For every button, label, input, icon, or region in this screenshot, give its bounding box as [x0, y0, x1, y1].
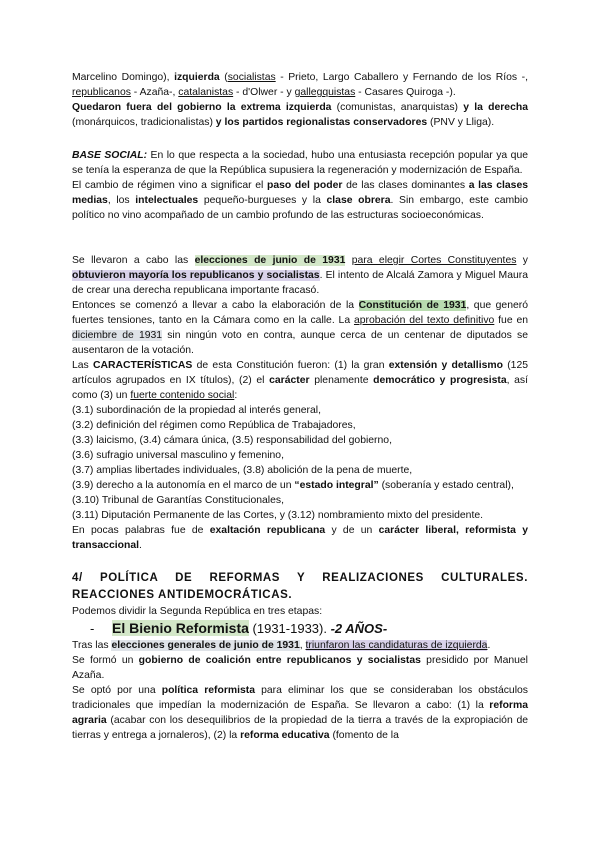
base-social-label: BASE SOCIAL:	[72, 150, 148, 161]
text: (monárquicos, tradicionalistas)	[72, 117, 216, 128]
text: pequeño-burgueses y la	[198, 195, 327, 206]
highlighted-underlined-text: triunfaron las candidaturas de izquierda	[305, 640, 488, 651]
highlighted-bold-text: elecciones de junio de 1931	[194, 255, 346, 266]
bold-italic-text: -2 AÑOS-	[330, 621, 388, 636]
paragraph-regime-change	[72, 178, 528, 223]
list-item: (3.1) subordinación de la propiedad al interés general,	[72, 405, 321, 416]
bold-text: reforma educativa	[240, 730, 330, 741]
bold-text: política reformista	[161, 685, 256, 696]
list-item: (3.10) Tribunal de Garantías Constitucionales,	[72, 495, 284, 506]
underlined-text: fuerte contenido social	[130, 390, 235, 401]
underlined-text: catalanistas	[178, 87, 234, 98]
highlighted-bold-text: elecciones generales de junio de 1931	[111, 640, 300, 651]
list-item: (3.3) laicismo, (3.4) cámara única, (3.5) responsabilidad del gobierno,	[72, 435, 392, 446]
text: (1931-1933).	[248, 621, 331, 636]
text: , así como (3) un	[72, 375, 528, 401]
text: Se llevaron a cabo las	[72, 255, 195, 266]
text: - d'Olwer - y	[233, 87, 295, 98]
underlined-text: gallegquistas	[294, 87, 356, 98]
section-intro: Podemos dividir la Segunda República en tres etapas:	[72, 606, 323, 617]
bullet-dash: -	[90, 621, 95, 636]
paragraph-constitution	[72, 298, 528, 358]
text: - Prieto, Largo Caballero y Fernando de los Ríos -,	[275, 72, 528, 83]
text: plenamente	[309, 375, 374, 386]
paragraph-excluded-parties	[72, 100, 528, 130]
bold-text: CARACTERÍSTICAS	[93, 360, 193, 371]
document-page	[72, 70, 528, 743]
list-item: (3.7) amplias libertades individuales, (3.8) abolición de la pena de muerte,	[72, 465, 413, 476]
paragraph-coalition	[72, 653, 528, 683]
text: - Azaña-,	[130, 87, 179, 98]
text: de las clases dominantes	[342, 180, 469, 191]
bold-text: Quedaron fuera del gobierno la extrema izquierda	[72, 102, 332, 113]
text: . El intento de Alcalá Zamora y Miguel Maura de crear una derecha republicana importante fracasó.	[72, 270, 528, 296]
text: En pocas palabras fue de	[72, 525, 210, 536]
text: , que generó fuertes tensiones, tanto en la Cámara como en la calle. La	[72, 300, 528, 326]
text: (fomento de la	[329, 730, 399, 741]
bold-text: intelectuales	[135, 195, 199, 206]
bold-text: y la derecha	[463, 102, 528, 113]
paragraph-reformist-policy	[72, 683, 528, 743]
underlined-text: aprobación del texto definitivo	[353, 315, 495, 326]
text: El cambio de régimen vino a significar el	[72, 180, 267, 191]
list-item: (3.2) definición del régimen como República de Trabajadores,	[72, 420, 356, 431]
paragraph-characteristics	[72, 358, 528, 403]
text: de esta Constitución fueron: (1) la gran	[192, 360, 389, 371]
text: fue en	[494, 315, 528, 326]
bold-text: democrático y progresista	[373, 375, 507, 386]
text: :	[234, 390, 238, 401]
highlighted-bold-text: obtuvieron mayoría los republicanos y socialistas	[72, 270, 320, 281]
list-item: (3.6) sufragio universal masculino y femenino,	[72, 450, 284, 461]
underlined-text: republicanos	[72, 87, 131, 98]
bold-text: y los partidos regionalistas conservadores	[215, 117, 428, 128]
text: sin ningún voto en contra, aunque cerca de un centenar de diputados se ausentaron de la votación.	[72, 330, 528, 356]
list-item	[72, 478, 528, 493]
bienio-heading	[90, 619, 528, 638]
text: (PNV y Lliga).	[427, 117, 495, 128]
text: (125 artículos agrupados en IX títulos), (2) el	[72, 360, 529, 386]
text: para eliminar los que se consideraban los obstáculos tradicionales que impedían la modernización de España. Se llevaron a cabo: (1) la	[72, 685, 528, 711]
highlighted-bold-text: El Bienio Reformista	[112, 620, 249, 636]
paragraph-base-social	[72, 148, 528, 178]
underlined-text: socialistas	[227, 72, 276, 83]
bold-text: exaltación republicana	[209, 525, 326, 536]
text: Las	[72, 360, 94, 371]
text: - Casares Quiroga -).	[355, 87, 456, 98]
text: ,	[299, 640, 306, 651]
bold-text: gobierno de coalición entre republicanos y socialistas	[138, 655, 421, 666]
bold-text: carácter liberal, reformista y transaccional	[72, 525, 529, 551]
text: Se optó por una	[72, 685, 162, 696]
text: (soberanía y estado central),	[378, 480, 514, 491]
bold-text: carácter	[269, 375, 310, 386]
text: . Sin embargo, este cambio político no vino acompañado de un cambio profundo de las estructuras socioeconómicas.	[72, 195, 529, 221]
text: Entonces se comenzó a llevar a cabo la elaboración de la	[72, 300, 359, 311]
text: .	[139, 540, 142, 551]
text: , los	[107, 195, 136, 206]
text: presidido por Manuel Azaña.	[72, 655, 528, 681]
text: Marcelino Domingo),	[72, 72, 175, 83]
paragraph-summary	[72, 523, 528, 553]
bold-text: reforma agraria	[72, 700, 528, 726]
text: (3.9) derecho a la autonomía en el marco de un	[72, 480, 295, 491]
text: .	[487, 640, 491, 651]
text: (acabar con los desequilibrios de la propiedad de la tierra a través de la expropiación de tierras y entrega a jornaleros), (2) la	[72, 715, 528, 741]
bold-text: paso del poder	[266, 180, 343, 191]
paragraph-elections-june	[72, 638, 528, 653]
section-title: 4/ POLÍTICA DE REFORMAS Y REALIZACIONES CULTURALES. REACCIONES ANTIDEMOCRÁTICAS.	[72, 572, 528, 601]
text: (comunistas, anarquistas)	[331, 102, 464, 113]
text: Tras las	[72, 640, 112, 651]
highlighted-text: diciembre de 1931	[72, 330, 163, 341]
bold-text: “estado integral”	[294, 480, 379, 491]
highlighted-bold-text: Constitución de 1931	[358, 300, 467, 311]
text: (	[219, 72, 228, 83]
paragraph-government-parties	[72, 70, 528, 100]
bold-text: extensión y detallismo	[388, 360, 503, 371]
text: y	[516, 255, 528, 266]
bold-text: clase obrera	[326, 195, 391, 206]
underlined-text: para elegir Cortes Constituyentes	[351, 255, 517, 266]
text: Se formó un	[72, 655, 139, 666]
list-item: (3.11) Diputación Permanente de las Cortes, y (3.12) nombramiento mixto del presidente.	[72, 510, 484, 521]
paragraph-elections	[72, 253, 528, 298]
bold-text: izquierda	[174, 72, 220, 83]
bold-text: a las clases medias	[72, 180, 529, 206]
text: y de un	[325, 525, 379, 536]
text: En lo que respecta a la sociedad, hubo una entusiasta recepción popular ya que se tenía la esperanza de que la República supusiera la regeneración y modernización de España.	[72, 150, 528, 176]
